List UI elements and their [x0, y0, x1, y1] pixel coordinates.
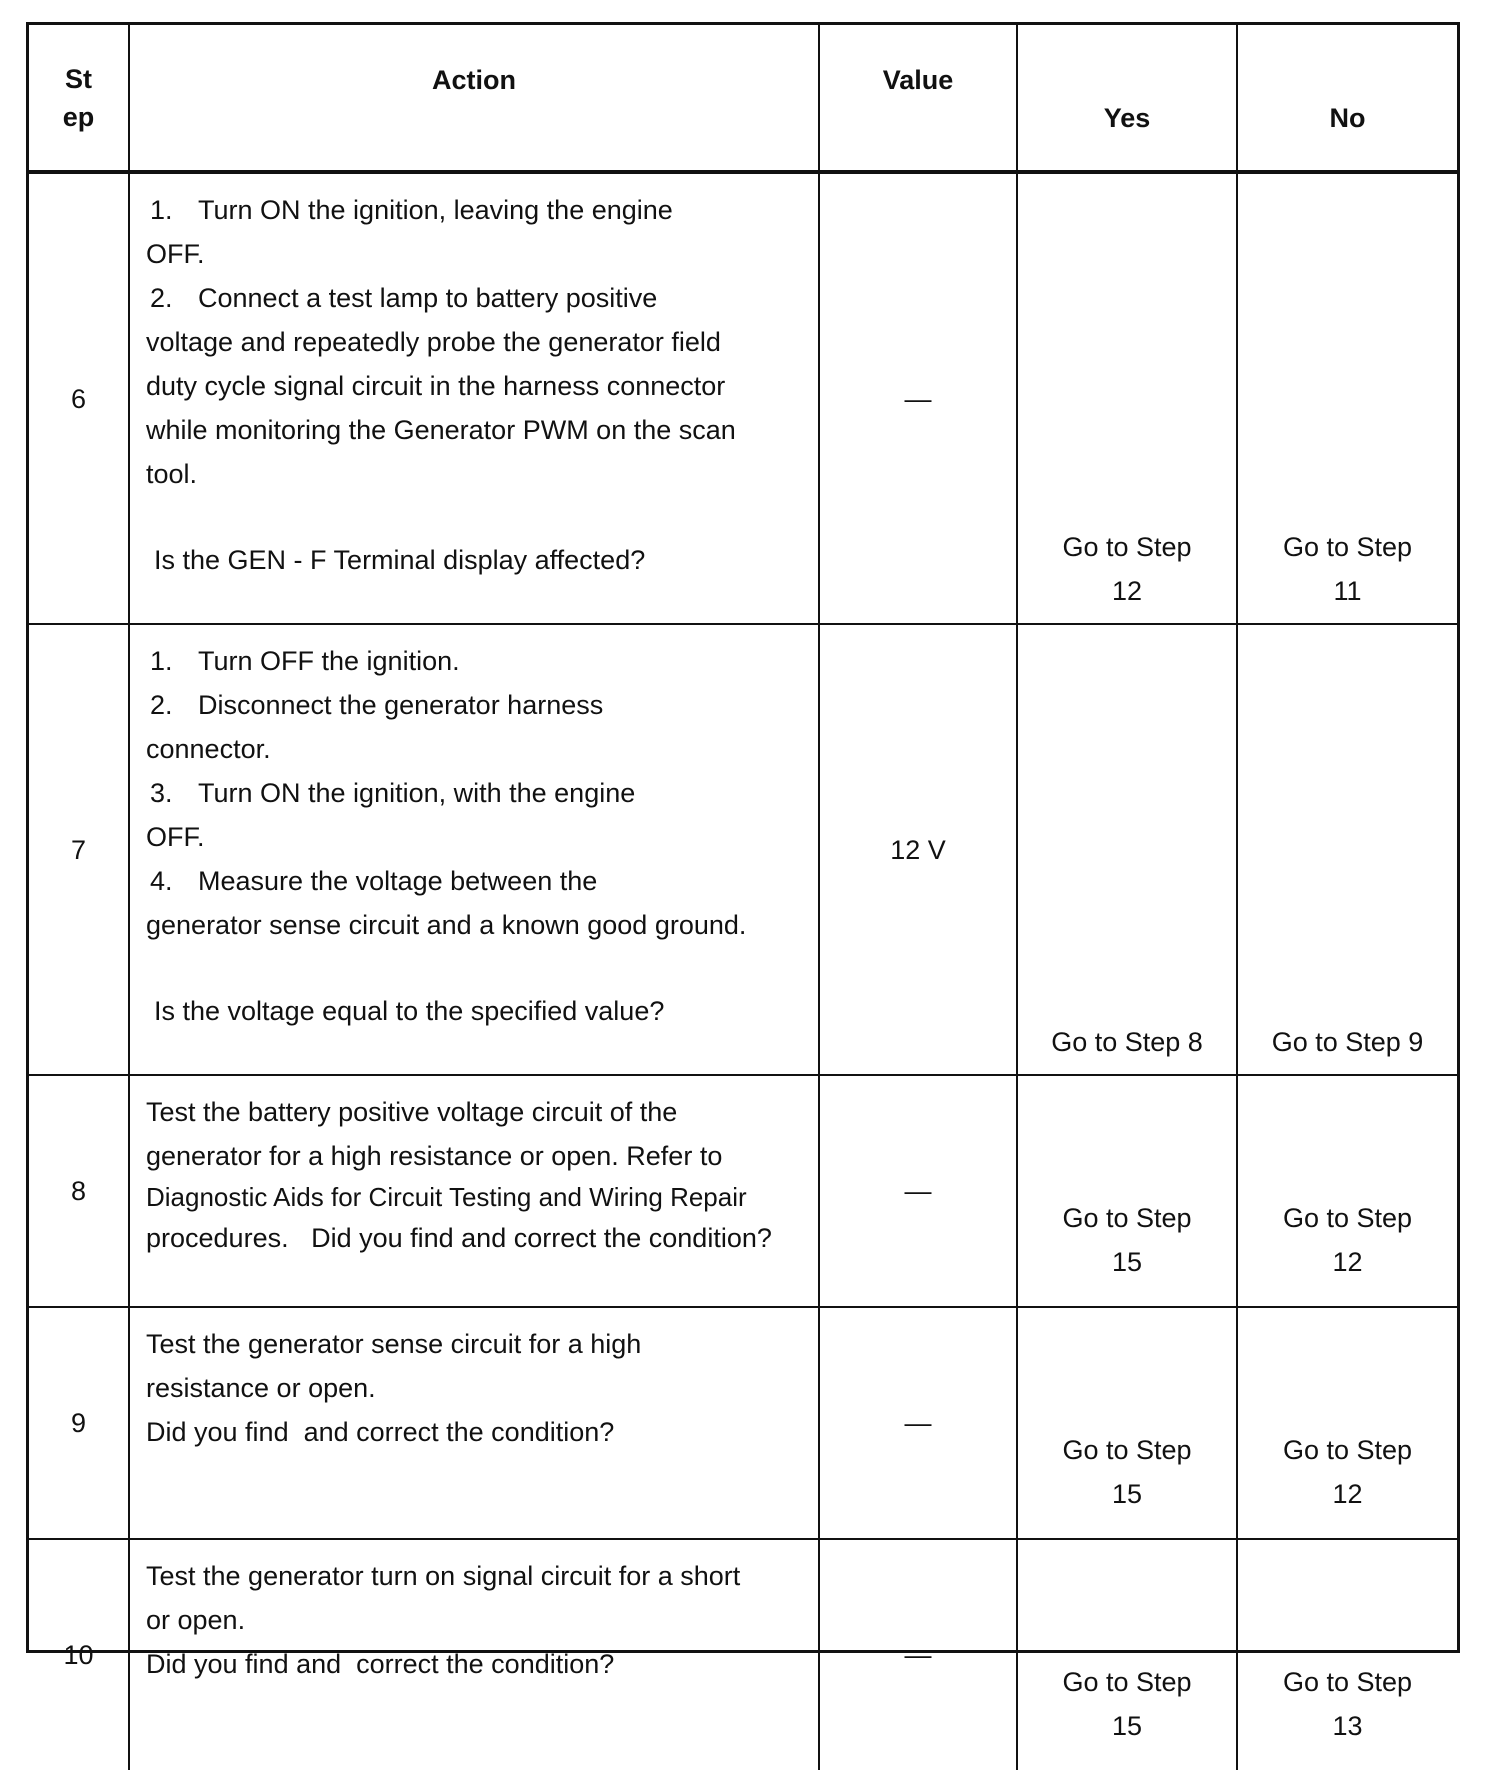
action-line: generator sense circuit and a known good ground.	[146, 910, 747, 940]
action-line: duty cycle signal circuit in the harness connector	[146, 371, 726, 401]
action-cell	[129, 1075, 819, 1307]
action-cell	[129, 624, 819, 1075]
action-line: while monitoring the Generator PWM on the scan	[146, 415, 736, 445]
value-cell: —	[819, 1539, 1017, 1770]
action-line: procedures. Did you find and correct the condition?	[146, 1223, 772, 1253]
action-line: OFF.	[146, 239, 205, 269]
header-value-label: Value	[882, 64, 954, 95]
action-line: 1. Turn OFF the ignition.	[150, 646, 460, 676]
yes-cell: Go to Step 12	[1017, 172, 1237, 624]
action-line: 2. Connect a test lamp to battery positive	[150, 283, 658, 313]
no-cell: Go to Step 11	[1237, 172, 1457, 624]
action-line: or open.	[146, 1605, 246, 1635]
value-cell: —	[819, 1075, 1017, 1307]
action-line: Test the generator sense circuit for a high	[146, 1329, 642, 1359]
header-step	[29, 25, 129, 172]
yes-cell: Go to Step 15	[1017, 1075, 1237, 1307]
action-line: connector.	[146, 734, 271, 764]
value-cell: —	[819, 1307, 1017, 1539]
table-row	[29, 1075, 1457, 1307]
action-line: OFF.	[146, 822, 205, 852]
no-cell: Go to Step 12	[1237, 1307, 1457, 1539]
action-line: Did you find and correct the condition?	[146, 1649, 615, 1679]
action-line: Diagnostic Aids for Circuit Testing and Wiring Repair	[146, 1182, 747, 1212]
header-yes	[1017, 25, 1237, 172]
action-line: Did you find and correct the condition?	[146, 1417, 615, 1447]
header-no	[1237, 25, 1457, 172]
action-question: Is the GEN - F Terminal display affected?	[154, 545, 646, 575]
step-number: 7	[29, 624, 129, 1075]
header-step-line2: ep	[62, 101, 95, 132]
action-line: tool.	[146, 459, 198, 489]
diagnostic-steps-table	[29, 25, 1457, 1770]
action-line: 1. Turn ON the ignition, leaving the engine	[150, 195, 673, 225]
yes-cell: Go to Step 8	[1017, 624, 1237, 1075]
action-cell	[129, 1307, 819, 1539]
header-step-line1: St	[65, 63, 92, 94]
value-cell: 12 V	[819, 624, 1017, 1075]
action-line: Test the generator turn on signal circuit for a short	[146, 1561, 741, 1591]
no-cell: Go to Step 12	[1237, 1075, 1457, 1307]
header-action-label: Action	[432, 64, 516, 95]
no-cell: Go to Step 13	[1237, 1539, 1457, 1770]
action-line: 4. Measure the voltage between the	[150, 866, 598, 896]
yes-cell: Go to Step 15	[1017, 1307, 1237, 1539]
step-number: 6	[29, 172, 129, 624]
step-number: 8	[29, 1075, 129, 1307]
yes-cell: Go to Step 15	[1017, 1539, 1237, 1770]
no-cell: Go to Step 9	[1237, 624, 1457, 1075]
value-cell: —	[819, 172, 1017, 624]
header-yes-label: Yes	[1103, 102, 1151, 133]
action-line: Test the battery positive voltage circuit of the	[146, 1097, 678, 1127]
table-row	[29, 1307, 1457, 1539]
diagnostic-table-sheet	[26, 22, 1460, 1741]
action-line: generator for a high resistance or open. Refer to	[146, 1141, 723, 1171]
table-row	[29, 172, 1457, 624]
step-number: 10	[29, 1539, 129, 1770]
header-value	[819, 25, 1017, 172]
action-line: voltage and repeatedly probe the generator field	[146, 327, 721, 357]
header-no-label: No	[1329, 102, 1366, 133]
action-line: resistance or open.	[146, 1373, 376, 1403]
table-row	[29, 1539, 1457, 1770]
action-line: 2. Disconnect the generator harness	[150, 690, 604, 720]
table-row	[29, 624, 1457, 1075]
header-row	[29, 25, 1457, 172]
action-cell	[129, 172, 819, 624]
action-question: Is the voltage equal to the specified value?	[154, 996, 665, 1026]
step-number: 9	[29, 1307, 129, 1539]
action-line: 3. Turn ON the ignition, with the engine	[150, 778, 636, 808]
header-action	[129, 25, 819, 172]
action-cell	[129, 1539, 819, 1770]
